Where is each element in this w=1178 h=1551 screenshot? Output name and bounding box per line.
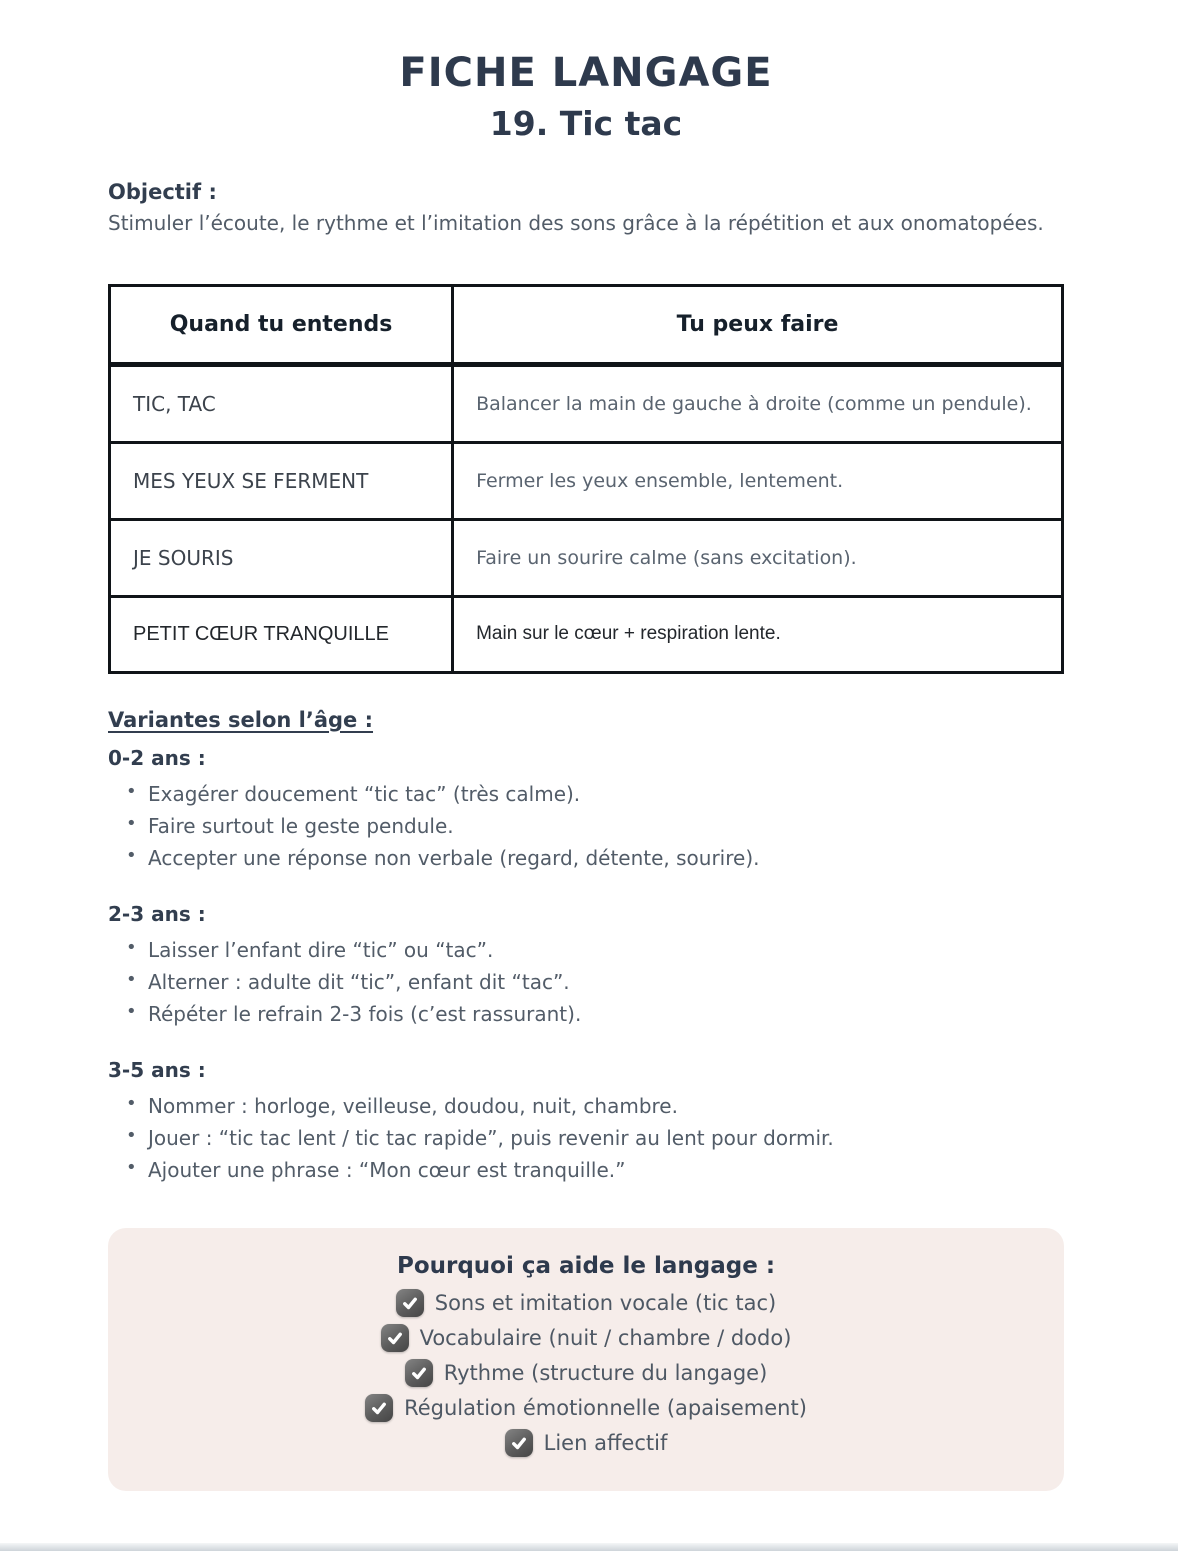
benefit-label: Vocabulaire (nuit / chambre / dodo) [419,1325,792,1350]
age-group-2-3 [108,902,1064,1030]
objective-text: Stimuler l’écoute, le rythme et l’imitation des sons grâce à la répétition et aux onomatopées. [108,210,1044,235]
table-row [110,364,1063,442]
benefit-line [128,1429,1044,1457]
list-item: • Alterner : adulte dit “tic”, enfant dit “tac”. [126,966,1064,998]
benefits-box [108,1228,1064,1491]
table-header-row [110,285,1063,364]
trigger-cell: MES YEUX SE FERMENT [110,442,453,519]
action-cell: Balancer la main de gauche à droite (comme un pendule). [453,364,1063,442]
page-subtitle: 19. Tic tac [489,104,683,143]
benefit-label: Lien affectif [543,1430,668,1455]
benefit-label: Sons et imitation vocale (tic tac) [434,1290,777,1315]
sound-action-table [108,284,1064,674]
table-row [110,596,1063,672]
age-group-3-5 [108,1058,1064,1186]
benefit-line [128,1394,1044,1422]
checkbox-checked-icon [505,1429,533,1457]
table-row [110,442,1063,519]
checkbox-checked-icon [396,1289,424,1317]
benefit-label: Rythme (structure du langage) [443,1360,768,1385]
variants-section [108,708,1064,1186]
list-item: • Laisser l’enfant dire “tic” ou “tac”. [126,934,1064,966]
benefit-label: Régulation émotionnelle (apaisement) [404,1395,807,1420]
bullet-list [108,934,1064,1030]
page-bottom-edge [0,1543,1178,1551]
bullet-list [108,1090,1064,1186]
trigger-cell: TIC, TAC [110,364,453,442]
list-item: • Exagérer doucement “tic tac” (très calme). [126,778,1064,810]
benefits-heading: Pourquoi ça aide le langage : [396,1252,776,1279]
action-cell: Faire un sourire calme (sans excitation). [453,519,1063,596]
benefit-line [128,1359,1044,1387]
benefit-line [128,1324,1044,1352]
age-group-label: 0-2 ans : [108,745,206,770]
age-group-label: 3-5 ans : [108,1057,206,1082]
age-group-0-2 [108,746,1064,874]
action-cell: Fermer les yeux ensemble, lentement. [453,442,1063,519]
trigger-cell: JE SOURIS [110,519,453,596]
objective-label: Objectif : [108,179,217,204]
action-cell: Main sur le cœur + respiration lente. [453,596,1063,672]
benefit-line [128,1289,1044,1317]
bullet-list [108,778,1064,874]
checkbox-checked-icon [381,1324,409,1352]
table-header-trigger: Quand tu entends [110,285,453,364]
table-row [110,519,1063,596]
title-block [108,50,1064,144]
page-title: FICHE LANGAGE [399,50,773,96]
age-group-label: 2-3 ans : [108,901,206,926]
list-item: • Répéter le refrain 2-3 fois (c’est rassurant). [126,998,1064,1030]
trigger-cell: PETIT CŒUR TRANQUILLE [110,596,453,672]
table-header-action: Tu peux faire [453,285,1063,364]
list-item: • Faire surtout le geste pendule. [126,810,1064,842]
checkbox-checked-icon [405,1359,433,1387]
variants-heading: Variantes selon l’âge : [108,707,374,732]
list-item: • Jouer : “tic tac lent / tic tac rapide”, puis revenir au lent pour dormir. [126,1122,1064,1154]
list-item: • Nommer : horloge, veilleuse, doudou, nuit, chambre. [126,1090,1064,1122]
list-item: • Accepter une réponse non verbale (regard, détente, sourire). [126,842,1064,874]
checkbox-checked-icon [365,1394,393,1422]
list-item: • Ajouter une phrase : “Mon cœur est tranquille.” [126,1154,1064,1186]
objective-section [108,180,1064,238]
